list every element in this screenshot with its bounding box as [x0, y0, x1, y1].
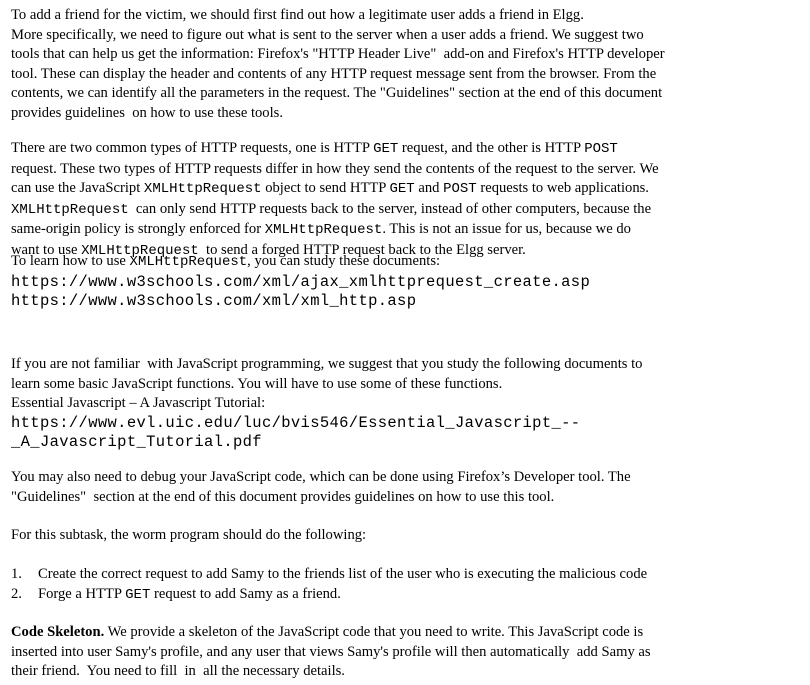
- text-run: To learn how to use: [11, 253, 130, 269]
- text-line: "Guidelines" section at the end of this document provides guidelines on how to use this tool.: [11, 488, 555, 505]
- paragraph-subtask: [11, 526, 366, 546]
- text-run: same-origin policy is strongly enforced for: [11, 221, 265, 237]
- text-run: can only send HTTP requests back to the server, instead of other computers, because the: [128, 200, 652, 217]
- inline-code: XMLHttpRequest: [11, 201, 129, 218]
- text-run: and: [414, 180, 444, 196]
- inline-code: XMLHttpRequest: [143, 181, 262, 197]
- text-line: request. These two types of HTTP requests differ in how they send the contents of the request to the server. We: [11, 160, 659, 177]
- text-line: [11, 252, 590, 273]
- text-line: To add a friend for the victim, we should first find out how a legitimate user adds a friend in Elgg.: [11, 7, 584, 23]
- text-line: [11, 623, 651, 643]
- inline-code: GET: [125, 586, 151, 603]
- text-run: . This is not an issue for us, because we do: [382, 221, 631, 237]
- paragraph-code-skeleton: [11, 623, 651, 682]
- list-item-text: Create the correct request to add Samy to the friends list of the user who is executing the malicious code: [38, 566, 648, 582]
- text-line: tool. These can display the header and contents of any HTTP request message sent from the browser. From the: [11, 65, 657, 82]
- list-number: 2.: [11, 585, 22, 602]
- text-run: requests to web applications.: [476, 180, 649, 196]
- paragraph-xmlhttprequest-docs: [11, 252, 590, 311]
- paragraph-http-requests: [11, 139, 659, 261]
- url-w3schools-xml-http: https://www.w3schools.com/xml/xml_http.asp: [11, 291, 417, 310]
- text-run: to send a forged HTTP request back to the Elgg server.: [198, 241, 526, 258]
- paragraph-debug-tool: [11, 468, 631, 507]
- list-number: 1.: [11, 566, 22, 582]
- text-run: can use the JavaScript: [11, 180, 144, 196]
- text-line: their friend. You need to fill in all the necessary details.: [11, 663, 345, 679]
- text-run: request, and the other is HTTP: [398, 140, 585, 156]
- section-heading: Code Skeleton.: [11, 624, 105, 640]
- text-line: tools that can help us get the information: Firefox's "HTTP Header Live" add-on and Firefox's HTTP developer: [11, 46, 665, 62]
- inline-code: POST: [584, 141, 618, 157]
- numbered-list: [11, 565, 647, 605]
- inline-code: XMLHttpRequest: [129, 254, 248, 270]
- text-run: want to use: [11, 241, 82, 258]
- list-item-text: request to add Samy as a friend.: [150, 585, 341, 602]
- list-item: [11, 585, 647, 606]
- list-item: [11, 565, 647, 585]
- text-run: There are two common types of HTTP requests, one is HTTP: [11, 140, 374, 156]
- url-w3schools-ajax: https://www.w3schools.com/xml/ajax_xmlhttprequest_create.asp: [11, 272, 591, 291]
- list-item-text: Forge a HTTP: [38, 585, 126, 602]
- text-line: learn some basic JavaScript functions. You will have to use some of these functions.: [11, 375, 503, 392]
- text-line: Essential Javascript – A Javascript Tutorial:: [11, 395, 266, 411]
- text-line: provides guidelines on how to use these tools.: [11, 104, 283, 121]
- inline-code: GET: [373, 141, 399, 157]
- text-run: object to send HTTP: [261, 180, 390, 196]
- url-essential-javascript-cont: _A_Javascript_Tutorial.pdf: [11, 432, 262, 451]
- paragraph-add-friend-intro: [11, 6, 665, 123]
- inline-code: XMLHttpRequest: [81, 242, 199, 259]
- text-line: [11, 139, 659, 160]
- text-line: You may also need to debug your JavaScript code, which can be done using Firefox’s Developer tool. The: [11, 469, 631, 485]
- text-line: [11, 200, 659, 221]
- text-line: contents, we can identify all the parameters in the request. The "Guidelines" section at the end of this document: [11, 85, 663, 101]
- text-line: For this subtask, the worm program should do the following:: [11, 527, 367, 543]
- paragraph-javascript-tutorial: [11, 355, 642, 452]
- text-run: We provide a skeleton of the JavaScript code that you need to write. This JavaScript code is: [104, 624, 644, 640]
- inline-code: XMLHttpRequest: [264, 222, 383, 238]
- text-line: [11, 179, 659, 200]
- text-line: inserted into user Samy's profile, and any user that views Samy's profile will then automatically add Samy as: [11, 643, 651, 660]
- text-run: , you can study these documents:: [247, 253, 441, 269]
- text-line: If you are not familiar with JavaScript programming, we suggest that you study the following documents to: [11, 356, 643, 372]
- text-line: [11, 220, 659, 241]
- url-essential-javascript: https://www.evl.uic.edu/luc/bvis546/Essential_Javascript_--: [11, 413, 581, 432]
- text-line: More specifically, we need to figure out what is sent to the server when a user adds a friend. We suggest two: [11, 26, 644, 43]
- inline-code: POST: [443, 181, 477, 197]
- inline-code: GET: [389, 181, 415, 197]
